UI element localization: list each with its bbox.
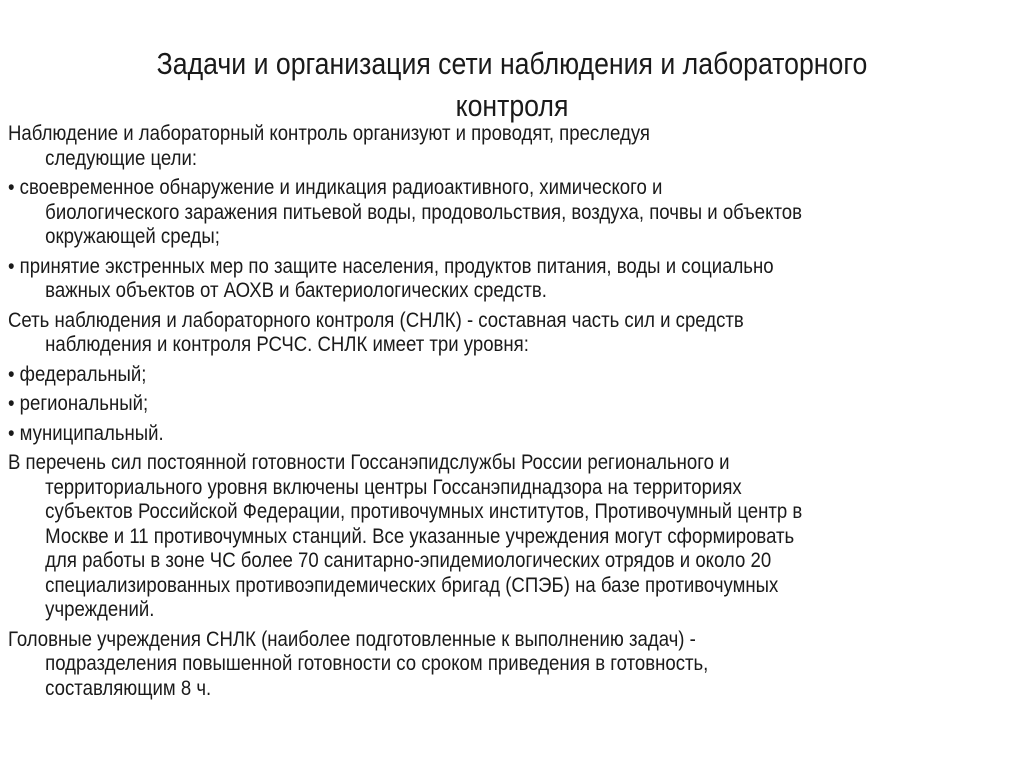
text-line: Сеть наблюдения и лабораторного контроля (СНЛК) - составная часть сил и средств <box>8 308 744 332</box>
text-line: окружающей среды; <box>45 225 220 248</box>
title-line: контроля <box>455 87 569 123</box>
text-line: • региональный; <box>8 392 149 415</box>
text-line: биологического заражения питьевой воды, продовольствия, воздуха, почвы и объектов <box>45 200 802 224</box>
text-line: составляющим 8 ч. <box>45 676 212 700</box>
text-line: • муниципальный. <box>8 421 164 445</box>
text-line: учреждений. <box>45 598 155 621</box>
text-line: В перечень сил постоянной готовности Госсанэпидслужбы России регионального и <box>8 451 730 474</box>
bullet-item-federal <box>8 363 1018 388</box>
text-line: важных объектов от АОХВ и бактериологических средств. <box>45 279 547 302</box>
text-line: для работы в зоне ЧС более 70 санитарно-эпидемиологических отрядов и около 20 <box>45 549 772 572</box>
text-line: • принятие экстренных мер по защите населения, продуктов питания, воды и социально <box>8 254 774 278</box>
text-line: специализированных противоэпидемических бригад (СПЭБ) на базе противочумных <box>45 573 779 597</box>
intro-paragraph <box>8 122 1018 171</box>
text-line: Головные учреждения СНЛК (наиболее подготовленные к выполнению задач) - <box>8 627 696 651</box>
bullet-item-regional <box>8 392 1018 417</box>
head-institutions-paragraph <box>8 628 1018 702</box>
text-line: субъектов Российской Федерации, противочумных институтов, Противочумный центр в <box>45 500 803 523</box>
slide-body <box>8 122 1018 706</box>
text-line: наблюдения и контроля РСЧС. СНЛК имеет три уровня: <box>45 333 529 356</box>
text-line: Наблюдение и лабораторный контроль организуют и проводят, преследуя <box>8 122 650 145</box>
text-line: • федеральный; <box>8 362 147 386</box>
forces-paragraph <box>8 451 1018 623</box>
text-line: подразделения повышенной готовности со сроком приведения в готовность, <box>45 652 709 675</box>
title-line: Задачи и организация сети наблюдения и лабораторного <box>156 45 868 81</box>
text-line: • своевременное обнаружение и индикация радиоактивного, химического и <box>8 176 663 199</box>
bullet-item-municipal <box>8 422 1018 447</box>
text-line: территориального уровня включены центры Госсанэпиднадзора на территориях <box>45 475 742 499</box>
snlk-paragraph <box>8 309 1018 358</box>
slide-title <box>0 43 1024 127</box>
text-line: Москве и 11 противочумных станций. Все указанные учреждения могут сформировать <box>45 524 795 548</box>
text-line: следующие цели: <box>45 146 198 170</box>
bullet-item-emergency-measures <box>8 255 1018 304</box>
bullet-item-detection <box>8 176 1018 250</box>
